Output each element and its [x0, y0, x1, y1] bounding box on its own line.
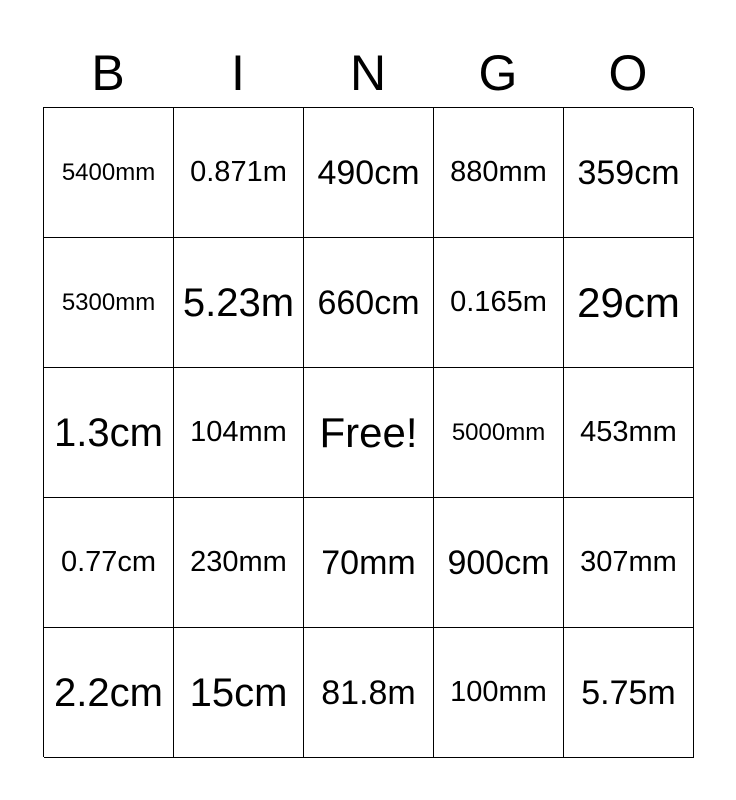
bingo-cell[interactable]: 5300mm: [44, 238, 174, 368]
bingo-cell[interactable]: 0.871m: [174, 108, 304, 238]
bingo-cell[interactable]: 5.23m: [174, 238, 304, 368]
bingo-cell[interactable]: 5.75m: [564, 628, 694, 758]
bingo-cell[interactable]: 5400mm: [44, 108, 174, 238]
bingo-cell[interactable]: 81.8m: [304, 628, 434, 758]
bingo-cell[interactable]: 29cm: [564, 238, 694, 368]
bingo-header: [43, 40, 693, 106]
bingo-cell[interactable]: 15cm: [174, 628, 304, 758]
bingo-cell[interactable]: 104mm: [174, 368, 304, 498]
bingo-cell[interactable]: 359cm: [564, 108, 694, 238]
header-letter-o: O: [608, 45, 648, 101]
header-letter-n: N: [349, 45, 387, 101]
bingo-cell[interactable]: 100mm: [434, 628, 564, 758]
header-letter-b: B: [91, 45, 125, 101]
bingo-board: [43, 107, 693, 757]
bingo-cell[interactable]: 307mm: [564, 498, 694, 628]
bingo-cell[interactable]: 1.3cm: [44, 368, 174, 498]
bingo-cell[interactable]: 2.2cm: [44, 628, 174, 758]
header-letter-i: I: [231, 45, 245, 101]
free-space-cell[interactable]: Free!: [304, 368, 434, 498]
bingo-cell[interactable]: 900cm: [434, 498, 564, 628]
bingo-cell[interactable]: 5000mm: [434, 368, 564, 498]
bingo-cell[interactable]: 0.77cm: [44, 498, 174, 628]
bingo-cell[interactable]: 453mm: [564, 368, 694, 498]
bingo-cell[interactable]: 490cm: [304, 108, 434, 238]
bingo-cell[interactable]: 660cm: [304, 238, 434, 368]
bingo-cell[interactable]: 880mm: [434, 108, 564, 238]
bingo-cell[interactable]: 230mm: [174, 498, 304, 628]
bingo-cell[interactable]: 70mm: [304, 498, 434, 628]
bingo-cell[interactable]: 0.165m: [434, 238, 564, 368]
header-letter-g: G: [478, 45, 518, 101]
